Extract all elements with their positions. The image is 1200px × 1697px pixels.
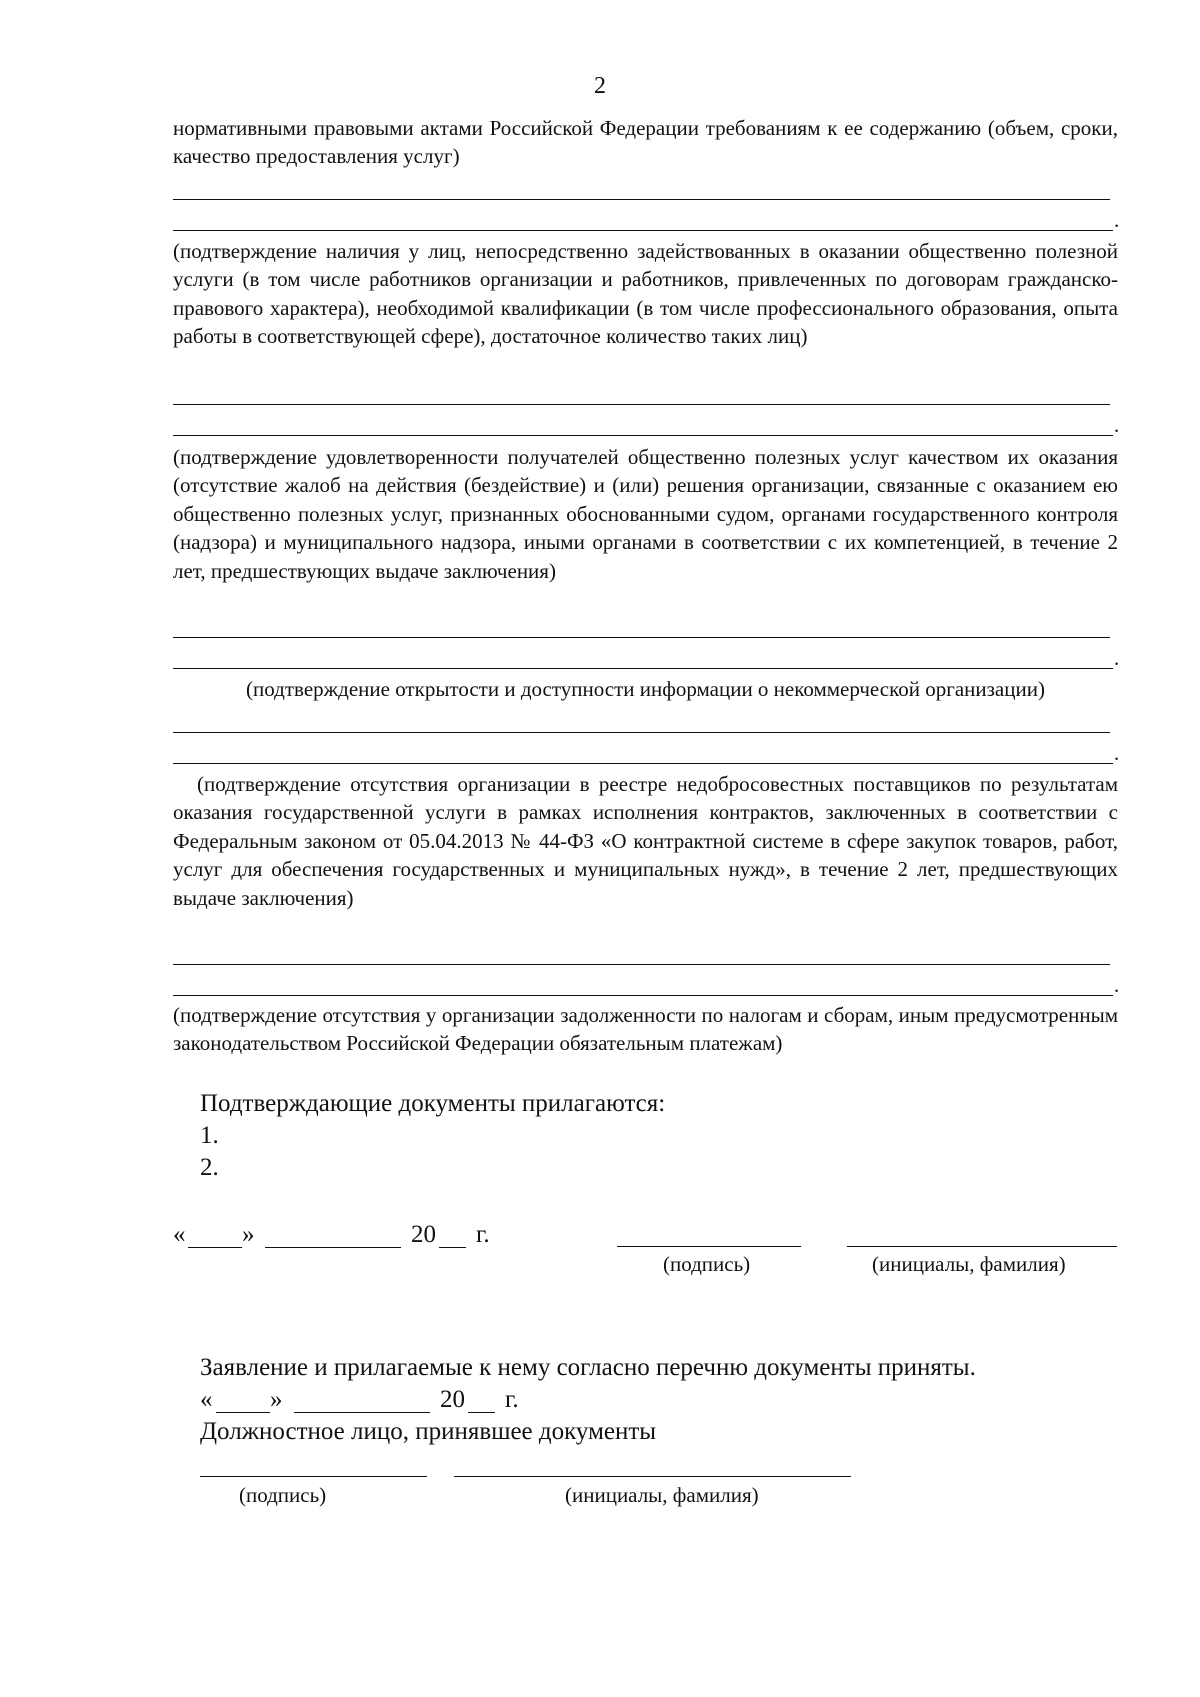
acceptance-day-blank	[216, 1412, 270, 1413]
acceptance-year-prefix: 20	[440, 1386, 465, 1413]
acceptance-official: Должностное лицо, принявшее документы	[200, 1418, 657, 1445]
fill-line	[173, 668, 1113, 669]
acceptance-date-open-quote: «	[200, 1386, 213, 1413]
signature-caption: (подпись)	[663, 1252, 751, 1276]
section-caption-content-compliance: нормативными правовыми актами Российской Федерации требованиям к ее содержанию (объем, сроки, качество предоставления услуг)	[173, 116, 1118, 169]
fill-line	[173, 763, 1113, 764]
line-period: .	[1114, 646, 1120, 670]
section-caption-tax-debt: (подтверждение отсутствия у организации задолженности по налогам и сборам, иным предусмотренным законодательством Российской Федерации обязательным платежам)	[173, 1003, 1118, 1056]
line-period: .	[1114, 208, 1120, 232]
fill-line	[173, 964, 1110, 965]
name-caption: (инициалы, фамилия)	[872, 1252, 1066, 1276]
fill-line	[173, 995, 1113, 996]
fill-line	[173, 404, 1110, 405]
line-period: .	[1114, 973, 1120, 997]
attachments-heading: Подтверждающие документы прилагаются:	[200, 1090, 666, 1117]
section-caption-recipient-satisfaction: (подтверждение удовлетворенности получателей общественно полезных услуг качеством их оказания (отсутствие жалоб на действия (бездействие) и (или) решения организации, связанные с оказанием ею общественно полезных услуг, признанных обоснованными судом, органами государственного контроля (надзора) и муниципального надзора, иными органами в соответствии с их компетенцией, в течение 2 лет, предшествующих выдаче заключения)	[173, 445, 1118, 583]
fill-line	[173, 435, 1113, 436]
line-period: .	[1114, 741, 1120, 765]
acceptance-year-suffix: г.	[505, 1386, 519, 1413]
line-period: .	[1114, 413, 1120, 437]
fill-line	[173, 230, 1113, 231]
year-prefix: 20	[411, 1221, 436, 1248]
name-blank	[847, 1246, 1117, 1247]
acceptance-year-blank	[468, 1412, 495, 1413]
year-suffix: г.	[476, 1221, 490, 1248]
acceptance-name-blank	[454, 1476, 851, 1477]
acceptance-signature-caption: (подпись)	[239, 1483, 327, 1507]
section-caption-supplier-registry: (подтверждение отсутствия организации в реестре недобросовестных поставщиков по результатам оказания государственной услуги в рамках исполнения контрактов, заключенных в соответствии с Федеральным законом от 05.04.2013 № 44-ФЗ «О контрактной системе в сфере закупок товаров, работ, услуг для обеспечения государственных и муниципальных нужд», в течение 2 лет, предшествующих выдаче заключения)	[173, 772, 1118, 910]
month-blank	[265, 1247, 401, 1248]
signature-blank	[617, 1246, 801, 1247]
date-open-quote: «	[173, 1221, 186, 1248]
attachment-item: 1.	[200, 1122, 219, 1149]
acceptance-date-close-quote: »	[270, 1386, 283, 1413]
page-number: 2	[594, 73, 606, 99]
acceptance-signature-blank	[200, 1476, 427, 1477]
fill-line	[173, 199, 1110, 200]
acceptance-statement: Заявление и прилагаемые к нему согласно перечню документы приняты.	[200, 1354, 976, 1381]
section-caption-information-openness: (подтверждение открытости и доступности информации о некоммерческой организации)	[246, 677, 1045, 701]
date-close-quote: »	[242, 1221, 255, 1248]
year-blank	[439, 1247, 466, 1248]
fill-line	[173, 637, 1110, 638]
fill-line	[173, 732, 1110, 733]
attachment-item: 2.	[200, 1154, 219, 1181]
acceptance-month-blank	[294, 1412, 430, 1413]
section-caption-staff-qualification: (подтверждение наличия у лиц, непосредственно задействованных в оказании общественно полезной услуги (в том числе работников организации и работников, привлеченных по договорам гражданско-правового характера), необходимой квалификации (в том числе профессионального образования, опыта работы в соответствующей сфере), достаточное количество таких лиц)	[173, 239, 1118, 349]
acceptance-name-caption: (инициалы, фамилия)	[565, 1483, 759, 1507]
day-blank	[188, 1247, 242, 1248]
